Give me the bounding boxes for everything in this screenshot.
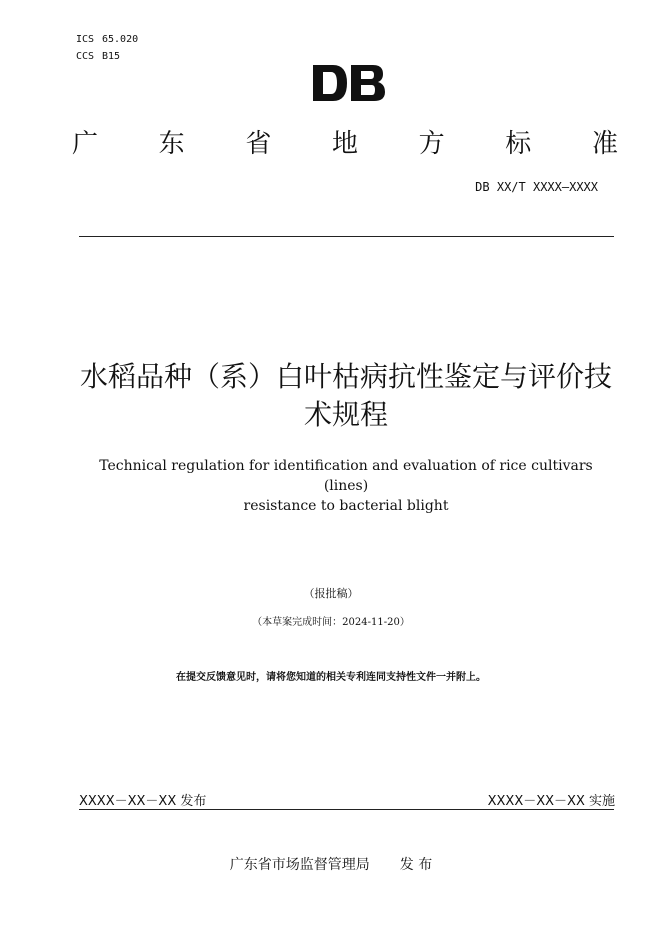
issuer-name: 广东省市场监督管理局	[229, 857, 370, 873]
header-divider	[79, 236, 614, 237]
footer-divider	[79, 809, 614, 810]
issuer-action: 发 布	[399, 857, 433, 873]
title-english	[80, 456, 612, 516]
standard-type-char: 准	[591, 129, 618, 159]
draft-completion-date: （本草案完成时间：2024-11-20）	[252, 617, 410, 628]
db-logo	[313, 65, 385, 101]
ics-label: ICS	[76, 34, 95, 45]
standard-type-char: 标	[505, 129, 532, 159]
title-chinese	[70, 358, 622, 434]
standard-type-char: 地	[331, 129, 358, 159]
title-english-line: resistance to bacterial blight	[243, 498, 449, 514]
standard-type-char: 方	[418, 129, 445, 159]
ccs-row	[76, 48, 138, 65]
patent-notice: 在提交反馈意见时，请将您知道的相关专利连同支持性文件一并附上。	[176, 672, 486, 683]
title-english-line: Technical regulation for identification and evaluation of rice cultivars (lines)	[99, 458, 593, 494]
publish-date: XXXX－XX－XX 发布	[79, 794, 207, 809]
ics-value: 65.020	[102, 34, 139, 45]
title-chinese-line: 术规程	[303, 398, 388, 431]
ics-row	[76, 31, 138, 48]
classification-codes	[76, 31, 138, 65]
standard-type-char: 广	[72, 129, 99, 159]
standard-type-char: 省	[245, 129, 272, 159]
ccs-value: B15	[102, 51, 121, 62]
draft-type: （报批稿）	[303, 587, 359, 600]
title-chinese-line: 水稻品种（系）白叶枯病抗性鉴定与评价技	[79, 360, 612, 393]
standard-number: DB XX/T XXXX—XXXX	[475, 180, 598, 194]
issuer	[0, 854, 662, 874]
standard-type-char: 东	[158, 129, 185, 159]
ccs-label: CCS	[76, 51, 95, 62]
implement-date: XXXX－XX－XX 实施	[487, 794, 615, 809]
standard-type	[72, 124, 618, 164]
